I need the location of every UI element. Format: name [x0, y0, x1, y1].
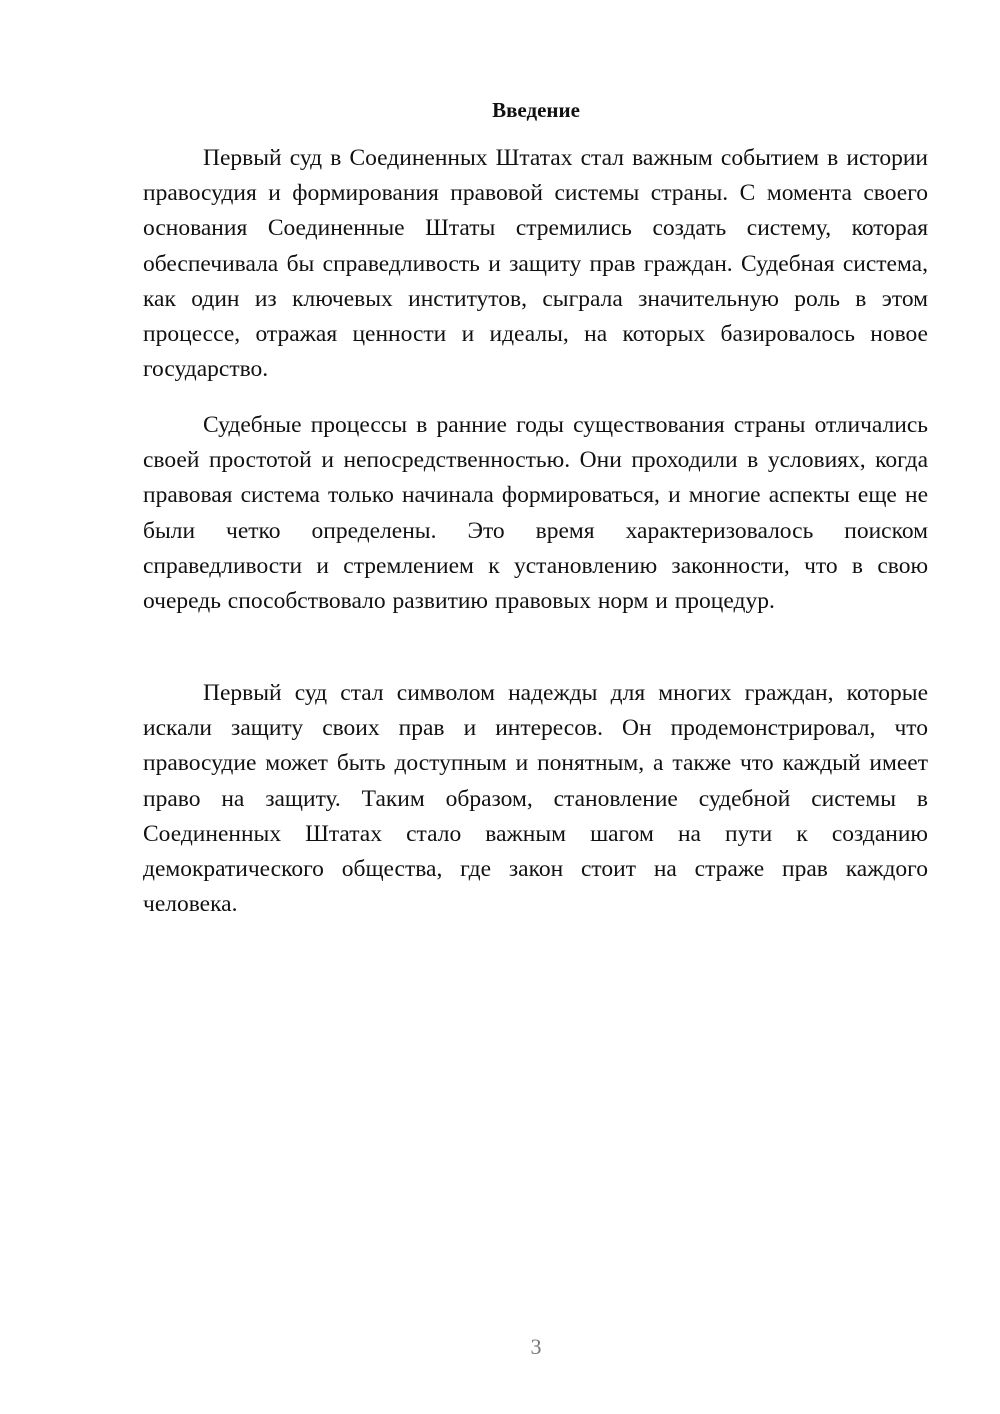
body-paragraph-3: Первый суд стал символом надежды для многих граждан, которые искали защиту своих прав и интересов. Он продемонстрировал, что правосудие может быть доступным и понятным, а также что каждый имеет право на защиту. Таким образом, становление судебной системы в Соединенных Штатах стало важным шагом на пути к созданию демократического общества, где закон стоит на страже прав каждого человека. — [143, 680, 928, 918]
body-paragraph-1: Первый суд в Соединенных Штатах стал важным событием в истории правосудия и формирования правовой системы страны. С момента своего основания Соединенные Штаты стремились создать систему, которая обеспечивала бы справедливость и защиту прав граждан. Судебная система, как один из ключевых институтов, сыграла значительную роль в этом процессе, отражая ценности и идеалы, на которых базировалось новое государство. — [143, 145, 928, 383]
section-heading: Введение — [492, 98, 580, 122]
page-number: 3 — [530, 1334, 542, 1359]
body-paragraph-2: Судебные процессы в ранние годы существования страны отличались своей простотой и непосредственностью. Они проходили в условиях, когда правовая система только начинала формироваться, и многие аспекты еще не были четко определены. Это время характеризовалось поиском справедливости и стремлением к установлению законности, что в свою очередь способствовало развитию правовых норм и процедур. — [143, 412, 928, 615]
